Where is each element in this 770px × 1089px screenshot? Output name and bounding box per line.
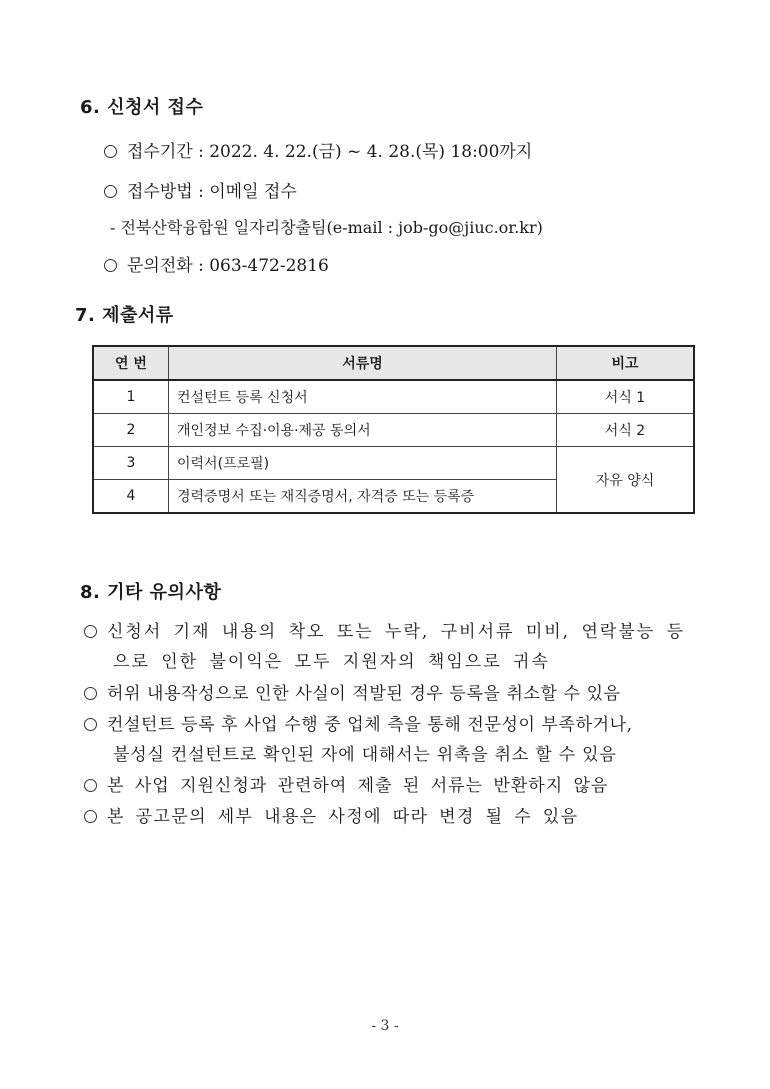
section6-heading: 6. 신청서 접수: [80, 97, 204, 118]
circle-bullet-icon: [104, 259, 117, 272]
col-header-note: 비고: [557, 346, 695, 380]
row-number: 4: [93, 480, 169, 514]
section8-heading: 8. 기타 유의사항: [80, 582, 222, 603]
notice-item-continued: 으로 인한 불이익은 모두 지원자의 책임으로 귀속: [113, 652, 550, 672]
notice-item-continued: 불성실 컨설턴트로 확인된 자에 대해서는 위촉을 취소 할 수 있음: [113, 745, 617, 765]
circle-bullet-icon: [84, 779, 97, 792]
row-number: 3: [93, 447, 169, 480]
section7-heading: 7. 제출서류: [75, 305, 174, 326]
application-period-text: 접수기간 : 2022. 4. 22.(금) ~ 4. 28.(목) 18:00까지: [127, 142, 533, 162]
circle-bullet-icon: [104, 145, 117, 158]
circle-bullet-icon: [84, 625, 97, 638]
contact-phone: [104, 251, 329, 276]
circle-bullet-icon: [104, 185, 117, 198]
col-header-document-name: 서류명: [169, 346, 557, 380]
notice-text: 컨설턴트 등록 후 사업 수행 중 업체 측을 통해 전문성이 부족하거나,: [107, 715, 633, 735]
row-document-name: 개인정보 수집·이용·제공 동의서: [169, 414, 557, 447]
row-note: 서식 2: [557, 414, 695, 447]
col-header-number: 연 번: [93, 346, 169, 380]
notice-text: 본 사업 지원신청과 관련하여 제출 된 서류는 반환하지 않음: [107, 776, 609, 796]
application-method-text: 접수방법 : 이메일 접수: [127, 182, 297, 202]
page-number: - 3 -: [371, 1018, 399, 1034]
row-note: 자유 양식: [557, 447, 695, 514]
row-number: 1: [93, 380, 169, 414]
application-method: [104, 177, 297, 202]
row-note: 서식 1: [557, 380, 695, 414]
notice-text: 허위 내용작성으로 인한 사실이 적발된 경우 등록을 취소할 수 있음: [107, 684, 621, 704]
contact-email: - 전북산학융합원 일자리창출팀(e-mail : job-go@jiuc.or.kr): [110, 218, 543, 237]
notice-text: 신청서 기재 내용의 착오 또는 누락, 구비서류 미비, 연락불능 등: [107, 622, 685, 642]
notice-item: [84, 679, 621, 704]
table-row: [93, 380, 694, 414]
table-row: [93, 414, 694, 447]
circle-bullet-icon: [84, 687, 97, 700]
circle-bullet-icon: [84, 810, 97, 823]
notice-item: [84, 710, 633, 735]
row-number: 2: [93, 414, 169, 447]
circle-bullet-icon: [84, 718, 97, 731]
row-document-name: 경력증명서 또는 재직증명서, 자격증 또는 등록증: [169, 480, 557, 514]
notice-item: [84, 802, 579, 827]
application-period: [104, 137, 532, 162]
contact-phone-text: 문의전화 : 063-472-2816: [127, 256, 329, 276]
table-header-row: [93, 346, 694, 380]
notice-item: [84, 617, 685, 642]
table-row: [93, 447, 694, 480]
documents-table: [92, 345, 695, 514]
notice-item: [84, 771, 608, 796]
row-document-name: 이력서(프로필): [169, 447, 557, 480]
notice-text: 본 공고문의 세부 내용은 사정에 따라 변경 될 수 있음: [107, 807, 579, 827]
row-document-name: 컨설턴트 등록 신청서: [169, 380, 557, 414]
